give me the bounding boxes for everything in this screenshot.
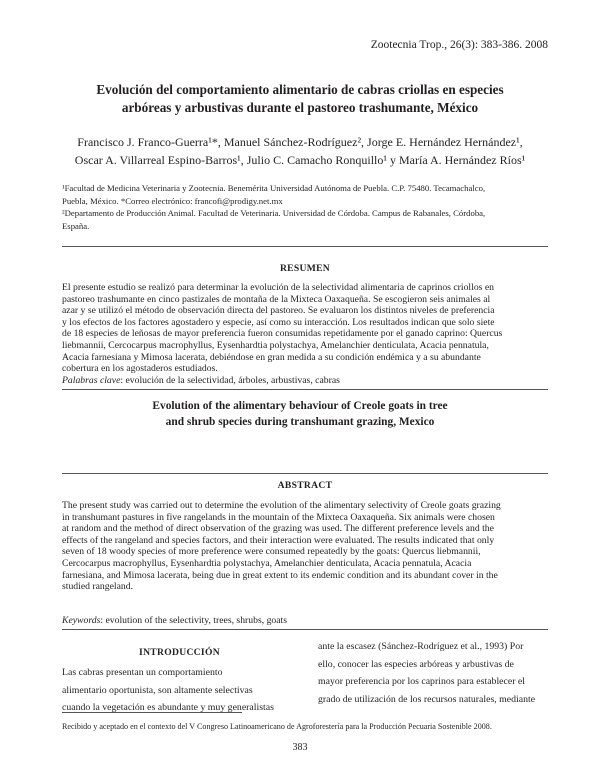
intro-line: ello, conocer las especies arbóreas y arbustivas de	[318, 658, 514, 670]
intro-line: cuando la vegetación es abundante y muy generalistas	[62, 702, 274, 713]
intro-line: alimentario oportunista, son altamente selectivas	[62, 684, 253, 696]
divider	[62, 473, 548, 474]
resumen-line: y los efectos de los factores agostadero y especie, así como su interacción. Los resultados indican que solo siete	[62, 316, 495, 328]
affiliations	[62, 182, 550, 233]
abstract-body	[62, 500, 548, 593]
title-line: Evolución del comportamiento alimentario de cabras criollas en especies	[96, 82, 504, 97]
abstract-line: effects of the rangeland and species factors, and their interaction were evaluated. The results indicated that only	[62, 534, 495, 546]
page-number: 383	[292, 742, 308, 753]
paper-title	[80, 81, 520, 117]
intro-heading: INTRODUCCIÓN	[139, 647, 220, 658]
abstract-line: farnesiana, and Mimosa lacerata, being due in great extent to its endemic condition and its abundant cover in the	[62, 569, 498, 581]
resumen-body	[62, 282, 548, 375]
divider	[62, 629, 548, 630]
resumen-line: cobertura en los agostaderos estudiados.	[62, 363, 218, 375]
abstract-line: seven of 18 woody species of more preference were consumed repeatedly by the goats: Quercus liebmannii,	[62, 546, 481, 558]
resumen-heading: RESUMEN	[279, 263, 331, 274]
footnote: Recibido y aceptado en el contexto del V Congreso Latinoamericano de Agroforestería para la Producción Pecuaria Sostenible 2008.	[62, 722, 492, 731]
keywords-label: Keywords	[62, 615, 101, 626]
english-title-line: Evolution of the alimentary behaviour of Creole goats in tree	[152, 400, 448, 412]
resumen-line: azar y se utilizó el método de observación directa del pastoreo. Se evaluaron los distintos niveles de preferencia	[62, 305, 495, 317]
keywords-label: Palabras clave	[62, 375, 121, 386]
intro-line: ante la escasez (Sánchez-Rodríguez et al., 1993) Por	[318, 641, 524, 652]
english-title	[80, 398, 520, 430]
palabras-clave	[62, 375, 548, 386]
intro-line: Las cabras presentan un comportamiento	[62, 667, 223, 678]
authors-line: Francisco J. Franco-Guerra¹*, Manuel Sánchez-Rodríguez², Jorge E. Hernández Hernández¹,	[77, 135, 523, 149]
affiliation-line: Puebla, México. *Correo electrónico: francofi@prodigy.net.mx	[62, 195, 283, 206]
resumen-line: Acacia farnesiana y Mimosa lacerata, debiéndose en gran medida a su condición endémica y a su abundante	[62, 351, 481, 363]
keywords	[62, 615, 548, 626]
abstract-line: The present study was carried out to determine the evolution of the alimentary selectivity of Creole goats grazing	[62, 500, 501, 511]
resumen-line: pastoreo trashumante en cinco pastizales de montaña de la Mixteca Oaxaqueña. Se escogieron seis animales al	[62, 293, 491, 305]
title-line: arbóreas y arbustivas durante el pastoreo trashumante, México	[121, 100, 479, 115]
divider	[62, 246, 548, 247]
affiliation-line: España.	[62, 221, 90, 232]
resumen-line: El presente estudio se realizó para determinar la evolución de la selectividad alimentaria de caprinos criollos en	[62, 282, 494, 293]
abstract-line: at random and the method of direct observation of the grazing was used. The different preference levels and the	[62, 523, 494, 535]
intro-line: grado de utilización de los recursos naturales, mediante	[318, 693, 536, 705]
intro-right-column	[318, 638, 548, 708]
abstract-line: Cercocarpus macrophyllus, Eysenhardtia polystachya, Amelanchier denticulata, Acacia pennatula, Acacia	[62, 557, 472, 569]
resumen-line: liebmannii, Cercocarpus macrophyllus, Eysenhardtia polystachya, Amelanchier denticulata, Acacia pennatula,	[62, 339, 489, 351]
divider	[62, 389, 548, 390]
keywords-text: : evolution of the selectivity, trees, shrubs, goats	[100, 615, 288, 626]
affiliation-line: ¹Facultad de Medicina Veterinaria y Zootecnia. Benemérita Universidad Autónoma de Puebla. C.P. 75480. Tecamachalco,	[62, 183, 486, 193]
author-list	[60, 133, 540, 169]
abstract-heading: ABSTRACT	[277, 480, 333, 491]
affiliation-line: ²Departamento de Producción Animal. Facultad de Veterinaria. Universidad de Córdoba. Campus de Rabanales, Córdoba,	[62, 208, 486, 219]
english-title-line: and shrub species during transhumant grazing, Mexico	[165, 416, 435, 428]
journal-citation: Zootecnia Trop., 26(3): 383-386. 2008	[370, 39, 548, 51]
intro-line: mayor preferencia por los caprinos para establecer el	[318, 676, 525, 687]
intro-left-column	[62, 664, 300, 717]
resumen-line: de 18 especies de leñosas de mayor preferencia fueron consumidas repetidamente por el ganado caprino: Quercus	[62, 328, 503, 340]
keywords-text: : evolución de la selectividad, árboles, arbustivas, cabras	[120, 375, 340, 386]
abstract-line: in transhumant pastures in five rangelands in the mountain of the Mixteca Oaxaqueña. Six animals were chosen	[62, 511, 495, 523]
authors-line: Oscar A. Villarreal Espino-Barros¹, Julio C. Camacho Ronquillo¹ y María A. Hernández Ríos¹	[74, 153, 526, 167]
abstract-line: studied rangeland.	[62, 581, 134, 593]
footnote-rule	[62, 712, 242, 713]
